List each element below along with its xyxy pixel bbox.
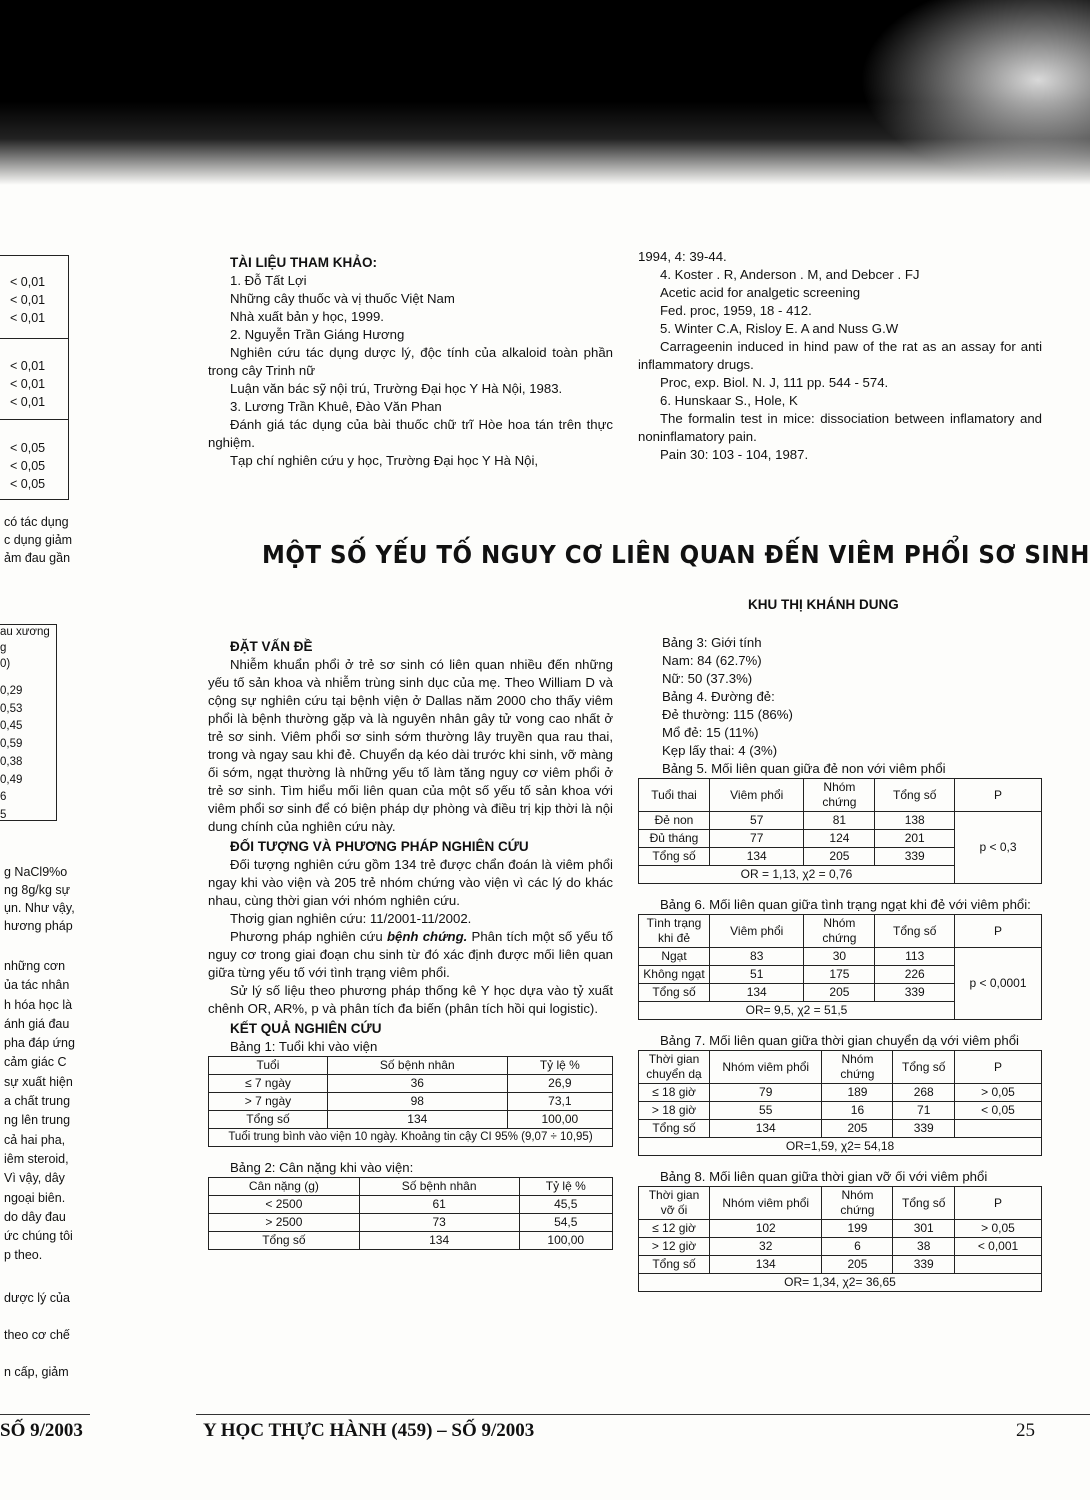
table-5 (638, 778, 1042, 884)
reference-line: Nghiên cứu tác dụng dược lý, độc tính của alkaloid toàn phần trong cây Trinh nữ (208, 345, 613, 378)
reference-line: 5. Winter C.A, Risloy E. A and Nuss G.W (660, 321, 899, 336)
table-row: > 7 ngày 98 73,1 (209, 1093, 613, 1111)
table-row: > 2500 73 54,5 (209, 1214, 613, 1232)
page-number: 25 (1016, 1420, 1035, 1441)
table-row: Không ngạt 51 175 226 (639, 966, 1042, 984)
table-row: Đẻ non 57 81 138 p < 0,3 (639, 812, 1042, 830)
table-row: Thời gian chuyển dạ Nhóm viêm phổi Nhóm chứng Tổng số P (639, 1051, 1042, 1084)
table-row: Tình trạng khi đẻ Viêm phổi Nhóm chứng Tổng số P (639, 915, 1042, 948)
left-pvals-2: < 0,01 < 0,01 < 0,01 (10, 359, 46, 409)
scan-dark-edge (0, 0, 1090, 185)
footer-rule-main (196, 1414, 1090, 1415)
reference-line: 4. Koster . R, Anderson . M, and Debcer . FJ (660, 267, 920, 282)
article-author: KHU THỊ KHÁNH DUNG (748, 597, 899, 612)
table-row: OR= 9,5, χ2 = 51,5 (639, 1002, 1042, 1020)
references-heading: TÀI LIỆU THAM KHẢO: (230, 255, 377, 270)
table-row: < 2500 61 45,5 (209, 1196, 613, 1214)
table-row: Tuổi Số bệnh nhân Tỷ lệ % (209, 1057, 613, 1075)
section-heading-intro: ĐẶT VẤN ĐỀ (230, 639, 313, 654)
table-row: ≤ 18 giờ 79 189 268 > 0,05 (639, 1084, 1042, 1102)
reference-line: Pain 30: 103 - 104, 1987. (660, 447, 809, 462)
table-2 (208, 1177, 613, 1250)
table-row: Đủ tháng 77 124 201 (639, 830, 1042, 848)
references-col-2 (638, 248, 1042, 464)
table-row: Tổng số 134 205 339 (639, 1256, 1042, 1274)
table-row: Thời gian vỡ ối Nhóm viêm phổi Nhóm chứng Tổng số P (639, 1187, 1042, 1220)
table-5-caption: Bảng 5. Mối liên quan giữa đẻ non với viêm phổi (662, 761, 946, 776)
methods-paragraph-4: Sử lý số liệu theo phương pháp thống kê Y học dựa vào tỷ xuất chênh OR, AR%, p và phân tích đa biến (phân tích hồi qui logistic). (208, 983, 613, 1016)
reference-line: Proc, exp. Biol. N. J, 111 pp. 544 - 574. (660, 375, 889, 390)
methods-paragraph-2: Thơig gian nghiên cứu: 11/2001-11/2002. (230, 911, 472, 926)
references-list-1 (208, 272, 613, 470)
table-row: Ngạt 83 30 113 p < 0,0001 (639, 948, 1042, 966)
reference-line: 3. Lương Trần Khuê, Đào Văn Phan (230, 399, 442, 414)
table-row: Tổng số 134 100,00 (209, 1111, 613, 1129)
reference-line: The formalin test in mice: dissociation between inflamatory and noninflamatory pain. (638, 411, 1042, 444)
table-row: Tổng số 134 100,00 (209, 1232, 613, 1250)
references-list-2 (638, 248, 1042, 464)
footer-rule-left (0, 1414, 90, 1415)
table-row: OR = 1,13, χ2 = 0,76 (639, 866, 1042, 884)
left-text-4: dược lý của theo cơ chế n cấp, giảm (4, 1291, 70, 1379)
reference-line: 6. Hunskaar S., Hole, K (660, 393, 798, 408)
left-pvals-1: < 0,01 < 0,01 < 0,01 (10, 275, 46, 325)
article-col-2 (638, 634, 1042, 1292)
left-table-head: au xương g 0) (0, 626, 50, 670)
table-6 (638, 914, 1042, 1020)
table-row: OR= 1,34, χ2= 36,65 (639, 1274, 1042, 1292)
table-row: ≤ 12 giờ 102 199 301 > 0,05 (639, 1220, 1042, 1238)
table-7-caption: Bảng 7. Mối liên quan giữa thời gian chuyển dạ với viêm phổi (660, 1033, 1019, 1048)
reference-line: Tạp chí nghiên cứu y học, Trường Đại học Y Hà Nội, (230, 453, 539, 468)
section-heading-methods: ĐỐI TƯỢNG VÀ PHƯƠNG PHÁP NGHIÊN CỨU (230, 839, 529, 854)
table-2-caption: Bảng 2: Cân nặng khi vào viện: (230, 1160, 414, 1175)
references-col-1 (208, 254, 613, 470)
reference-line: 1994, 4: 39-44. (638, 249, 727, 264)
section-heading-results: KẾT QUẢ NGHIÊN CỨU (230, 1021, 382, 1036)
table-8-caption: Bảng 8. Mối liên quan giữa thời gian vỡ ối với viêm phổi (660, 1169, 988, 1184)
table-row: Tổng số 134 205 339 (639, 984, 1042, 1002)
table-1 (208, 1056, 613, 1147)
reference-line: Những cây thuốc và vị thuốc Việt Nam (230, 291, 455, 306)
table-row: Tổng số 134 205 339 (639, 848, 1042, 866)
table-row: > 12 giờ 32 6 38 < 0,001 (639, 1238, 1042, 1256)
left-pvals-3: < 0,05 < 0,05 < 0,05 (10, 441, 46, 491)
reference-line: Nhà xuất bản y học, 1999. (230, 309, 384, 324)
reference-line: Luận văn bác sỹ nội trú, Trường Đại học Y Hà Nội, 1983. (230, 381, 563, 396)
footer-left-issue: SỐ 9/2003 (0, 1420, 83, 1441)
table-6-caption: Bảng 6. Mối liên quan giữa tình trạng ngạt khi đẻ với viêm phổi: (660, 897, 1031, 912)
left-text-3: những cơn ủa tác nhân h hóa học là ánh giá đau pha đáp ứng cảm giác C sự xuất hiện a chất trung ng lên trung cả hai pha, iêm steroid, Vì vậy, dây ngoại biên. do dây đau ức chúng tôi p theo. (4, 959, 75, 1263)
table-7 (638, 1050, 1042, 1156)
reference-line: 1. Đỗ Tất Lợi (230, 273, 307, 288)
methods-paragraph-1: Đối tượng nghiên cứu gồm 134 trẻ được chẩn đoán là viêm phổi ngay khi vào viện và 205 trẻ nhóm chứng vào viện vì các lý do khác nhau, cùng thời gian với nhóm nghiên cứu. (208, 857, 613, 908)
footer-journal: Y HỌC THỰC HÀNH (459) – SỐ 9/2003 (203, 1420, 535, 1441)
demographics-lines: Bảng 3: Giới tính Nam: 84 (62.7%) Nữ: 50 (37.3%) Bảng 4. Đường đẻ: Đẻ thường: 115 (86%) Mổ đẻ: 15 (11%) Kẹp lấy thai: 4 (3%) (662, 635, 793, 758)
reference-line: Fed. proc, 1959, 18 - 412. (660, 303, 812, 318)
table-row: OR=1,59, χ2= 54,18 (639, 1138, 1042, 1156)
table-row: ≤ 7 ngày 36 26,9 (209, 1075, 613, 1093)
table-row: Cân nặng (g) Số bệnh nhân Tỷ lệ % (209, 1178, 613, 1196)
reference-line: Đánh giá tác dụng của bài thuốc chữ trĩ Hòe hoa tán trên thực nghiệm. (208, 417, 613, 450)
intro-paragraph: Nhiễm khuẩn phổi ở trẻ sơ sinh có liên quan nhiều đến những yếu tố sản khoa và nhiễm trùng sinh dục của mẹ. Theo William D và cộng sự nghiên cứu tại bệnh viện ở Dallas năm 2000 cho thấy viêm phổi là bệnh thường gặp và là nguyên nhân gây tử vong cao nhất ở trẻ sơ sinh. Viêm phổi sơ sinh sớm thường lây truyền qua rau thai, trong và ngay sau khi đẻ. Chuyển dạ kéo dài trước khi sinh, vỡ màng ối sớm, ngạt thường là những yếu tố làm tăng nguy cơ viêm phổi ở trẻ sơ sinh. Tìm hiểu mối liên quan của một số yếu tố sản khoa với viêm phổi sơ sinh để có biện pháp dự phòng và điều trị kịp thời là nội dung chính của nghiên cứu này. (208, 657, 613, 834)
table-8 (638, 1186, 1042, 1292)
left-text-2: g NaCl9%o ng 8g/kg sự ụn. Như vậy, hương pháp (4, 865, 75, 933)
article-title: MỘT SỐ YẾU TỐ NGUY CƠ LIÊN QUAN ĐẾN VIÊM PHỔI SƠ SINH (262, 540, 1090, 569)
table-row: Tuổi trung bình vào viện 10 ngày. Khoảng tin cậy CI 95% (9,07 ÷ 10,95) (209, 1129, 613, 1147)
table-row: Tuổi thai Viêm phổi Nhóm chứng Tổng số P (639, 779, 1042, 812)
table-1-caption: Bảng 1: Tuổi khi vào viện (230, 1039, 378, 1054)
methods-paragraph-3: Phương pháp nghiên cứu bệnh chứng. Phân tích một số yếu tố nguy cơ trong giai đoạn chu sinh từ đó xác định được mối liên quan giữa từng yếu tố với tình trạng viêm phổi. (208, 929, 614, 980)
reference-line: Acetic acid for analgetic screening (660, 285, 861, 300)
article-col-1 (208, 638, 613, 1250)
left-table-values: 0,29 0,53 0,45 0,59 0,38 0,49 6 5 (0, 685, 23, 821)
reference-line: 2. Nguyễn Trần Giáng Hương (230, 327, 405, 342)
table-row: Tổng số 134 205 339 (639, 1120, 1042, 1138)
reference-line: Carrageenin induced in hind paw of the rat as an assay for anti inflammatory drugs. (638, 339, 1042, 372)
table-row: > 18 giờ 55 16 71 < 0,05 (639, 1102, 1042, 1120)
left-text-1: có tác dụng c dụng giảm ảm đau gần (4, 515, 73, 565)
